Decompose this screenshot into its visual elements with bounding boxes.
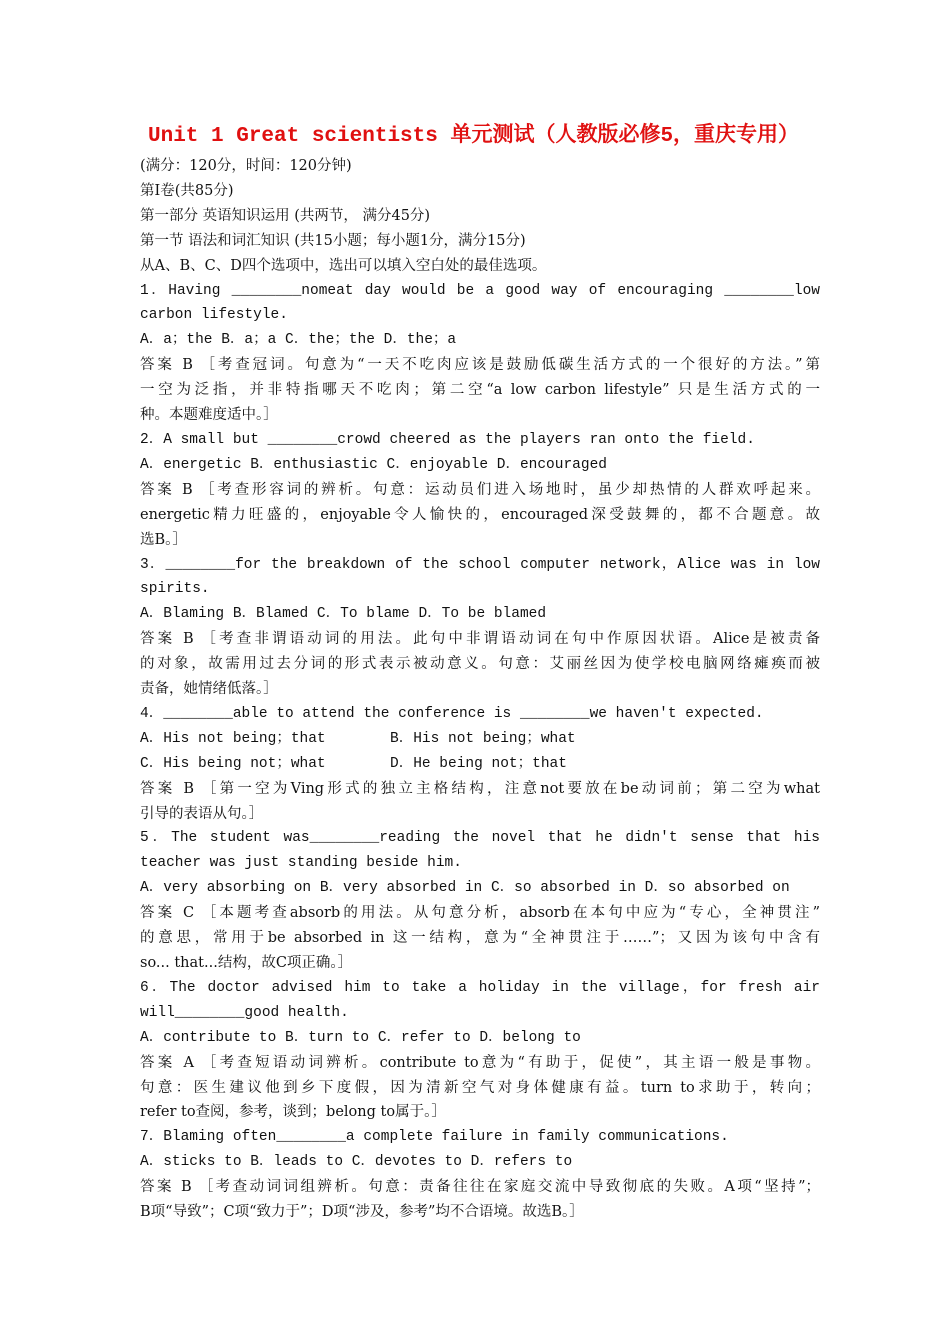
- section-line: 第一节 语法和词汇知识 (共15小题；每小题1分，满分15分): [140, 232, 526, 249]
- question-stem: 5．The student was________reading the novel that he didn't sense that his: [140, 830, 820, 847]
- question-options: A．very absorbing on B．very absorbed in C．so absorbed in D．so absorbed on: [140, 880, 790, 897]
- answer-explanation: 答案 B ［考查动词词组辨析。句意：责备往往在家庭交流中导致彻底的失败。A项“坚持”；: [140, 1179, 820, 1196]
- answer-explanation: 的意思，常用于be absorbed in 这一结构，意为“全神贯注于……”；又因为该句中含有: [140, 930, 820, 947]
- question-stem: 1．Having ________nomeat day would be a good way of encouraging ________low: [140, 282, 820, 299]
- option-c: C．His being not；what: [140, 755, 326, 772]
- document-content: [140, 120, 820, 1225]
- question-stem: will________good health.: [140, 1004, 349, 1021]
- question-6: [140, 976, 820, 1125]
- answer-explanation: 答案 B ［第一空为Ving形式的独立主格结构，注意not要放在be动词前；第二空为what: [140, 780, 820, 797]
- answer-explanation: 种。本题难度适中。］: [140, 407, 278, 424]
- question-stem: carbon lifestyle.: [140, 307, 288, 324]
- question-stem: 3．________for the breakdown of the school computer network，Alice was in low: [140, 556, 821, 573]
- question-options: A．sticks to B．leads to C．devotes to D．refers to: [140, 1154, 573, 1171]
- answer-explanation: energetic精力旺盛的，enjoyable令人愉快的，encouraged深受鼓舞的，都不合题意。故: [140, 506, 820, 523]
- question-options: A．contribute to B．turn to C．refer to D．belong to: [140, 1029, 581, 1046]
- score-time-line: (满分：120分，时间：120分钟): [140, 158, 352, 174]
- question-options: [140, 752, 820, 777]
- question-3: [140, 553, 820, 702]
- answer-explanation: 答案 B ［考查冠词。句意为“一天不吃肉应该是鼓励低碳生活方式的一个很好的方法。”第: [140, 357, 820, 374]
- answer-explanation: refer to查阅，参考，谈到；belong to属于。］: [140, 1104, 446, 1121]
- answer-explanation: B项“导致”；C项“致力于”；D项“涉及，参考”均不合语境。故选B。］: [140, 1204, 584, 1221]
- answer-explanation: 答案 B ［考查非谓语动词的用法。此句中非谓语动词在句中作原因状语。Alice是被责备: [140, 631, 820, 648]
- question-5: [140, 826, 820, 975]
- answer-explanation: 答案 A ［考查短语动词辨析。contribute to意为“有助于，促使”，其主语一般是事物。: [140, 1054, 820, 1071]
- answer-explanation: so... that...结构，故C项正确。］: [140, 955, 353, 971]
- question-7: [140, 1125, 820, 1225]
- question-options: A．Blaming B．Blamed C．To blame D．To be blamed: [140, 606, 547, 623]
- question-1: [140, 279, 820, 428]
- question-4: [140, 702, 820, 827]
- question-options: A．a；the B．a；a C．the；the D．the；a: [140, 332, 457, 349]
- question-stem: 4．________able to attend the conference is ________we haven't expected.: [140, 705, 764, 722]
- answer-explanation: 选B。］: [140, 531, 187, 548]
- question-stem: spirits.: [140, 581, 210, 598]
- option-d: D．He being not；that: [390, 755, 567, 772]
- answer-explanation: 的对象，故需用过去分词的形式表示被动意义。句意：艾丽丝因为使学校电脑网络瘫痪而被: [140, 656, 820, 673]
- part-line: 第一部分 英语知识运用 (共两节， 满分45分): [140, 207, 431, 224]
- question-stem: 2．A small but ________crowd cheered as the players ran onto the field.: [140, 431, 755, 448]
- answer-explanation: 引导的表语从句。］: [140, 805, 264, 822]
- volume-line: 第Ⅰ卷(共85分): [140, 182, 234, 199]
- answer-explanation: 句意：医生建议他到乡下度假，因为清新空气对身体健康有益。turn to求助于，转向；: [140, 1079, 820, 1096]
- question-stem: teacher was just standing beside him.: [140, 855, 462, 872]
- answer-explanation: 答案 B ［考查形容词的辨析。句意：运动员们进入场地时，虽少却热情的人群欢呼起来。: [140, 481, 820, 498]
- question-stem: 7．Blaming often________a complete failure in family communications.: [140, 1129, 729, 1146]
- question-stem: 6．The doctor advised him to take a holiday in the village，for fresh air: [140, 979, 820, 996]
- option-b: B．His not being；what: [390, 730, 576, 747]
- question-2: [140, 428, 820, 553]
- answer-explanation: 责备，她情绪低落。］: [140, 681, 278, 698]
- answer-explanation: 答案 C ［本题考查absorb的用法。从句意分析，absorb在本句中应为“专心，全神贯注”: [140, 905, 820, 922]
- option-a: A．His not being；that: [140, 730, 326, 747]
- page-title: Unit 1 Great scientists 单元测试（人教版必修5，重庆专用）: [148, 125, 800, 148]
- question-options: A．energetic B．enthusiastic C．enjoyable D．encouraged: [140, 456, 607, 473]
- instruction-line: 从A、B、C、D四个选项中，选出可以填入空白处的最佳选项。: [140, 257, 547, 274]
- question-options: [140, 727, 820, 752]
- answer-explanation: 一空为泛指，并非特指哪天不吃肉；第二空“a low carbon lifestyle” 只是生活方式的一: [140, 382, 820, 399]
- exam-header: [140, 154, 820, 279]
